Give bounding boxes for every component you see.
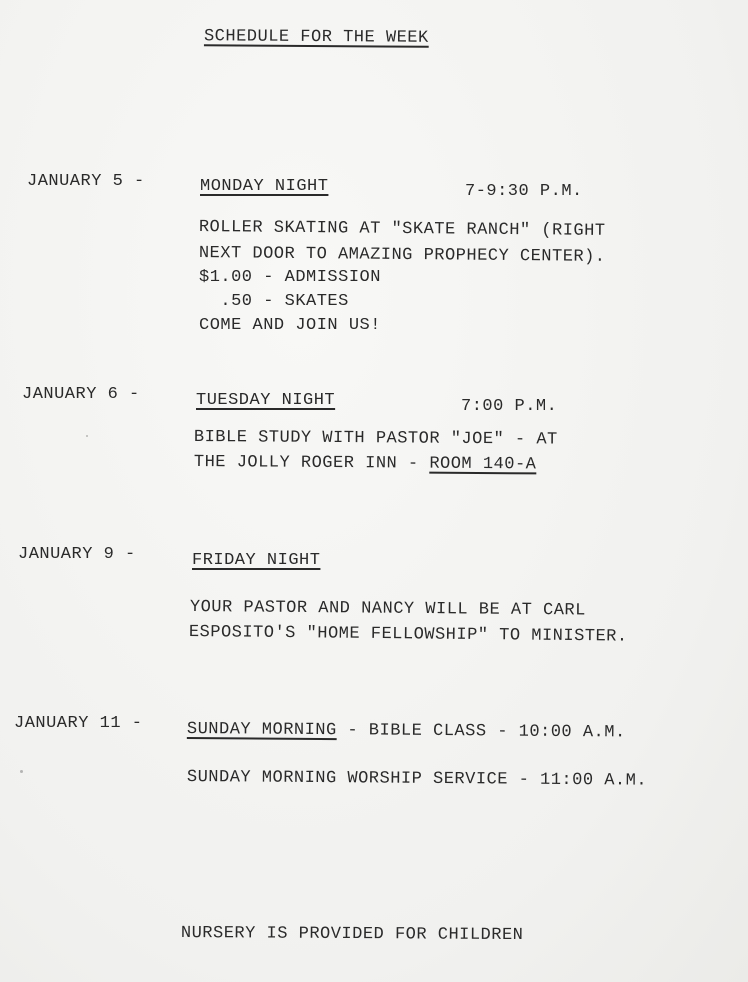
event-line-with-room — [194, 451, 537, 477]
event-line: YOUR PASTOR AND NANCY WILL BE AT CARL — [189, 597, 586, 621]
event-label: TUESDAY NIGHT — [196, 391, 336, 410]
event-line: BIBLE STUDY WITH PASTOR "JOE" - AT — [193, 427, 558, 450]
event-label: FRIDAY NIGHT — [192, 551, 321, 570]
event-date: JANUARY 5 - — [27, 172, 145, 191]
event-line: SUNDAY MORNING WORSHIP SERVICE - 11:00 A.M. — [186, 767, 648, 791]
paper-speck — [20, 770, 23, 773]
event-time: 7:00 P.M. — [461, 397, 558, 416]
event-date: JANUARY 9 - — [18, 545, 136, 564]
room-number: ROOM 140-A — [429, 454, 537, 475]
event-line: $1.00 - ADMISSION — [199, 268, 381, 287]
event-line: .50 - SKATES — [199, 292, 349, 311]
event-line: COME AND JOIN US! — [199, 316, 381, 335]
event-time: 7-9:30 P.M. — [465, 182, 583, 201]
event-label-line — [187, 718, 626, 745]
event-line: THE JOLLY ROGER INN - — [193, 452, 430, 474]
event-date: JANUARY 6 - — [22, 385, 140, 404]
event-label-suffix: - BIBLE CLASS - 10:00 A.M. — [336, 721, 626, 743]
event-line: NEXT DOOR TO AMAZING PROPHECY CENTER). — [198, 243, 606, 267]
event-label: SUNDAY MORNING — [186, 719, 337, 741]
paper-speck — [86, 435, 88, 437]
event-date: JANUARY 11 - — [14, 714, 143, 733]
event-line: ROLLER SKATING AT "SKATE RANCH" (RIGHT — [198, 217, 606, 241]
event-line: ESPOSITO'S "HOME FELLOWSHIP" TO MINISTER. — [188, 622, 628, 647]
event-label: MONDAY NIGHT — [200, 177, 329, 196]
footer-note: NURSERY IS PROVIDED FOR CHILDREN — [180, 923, 524, 946]
page-title: SCHEDULE FOR THE WEEK — [203, 27, 429, 48]
